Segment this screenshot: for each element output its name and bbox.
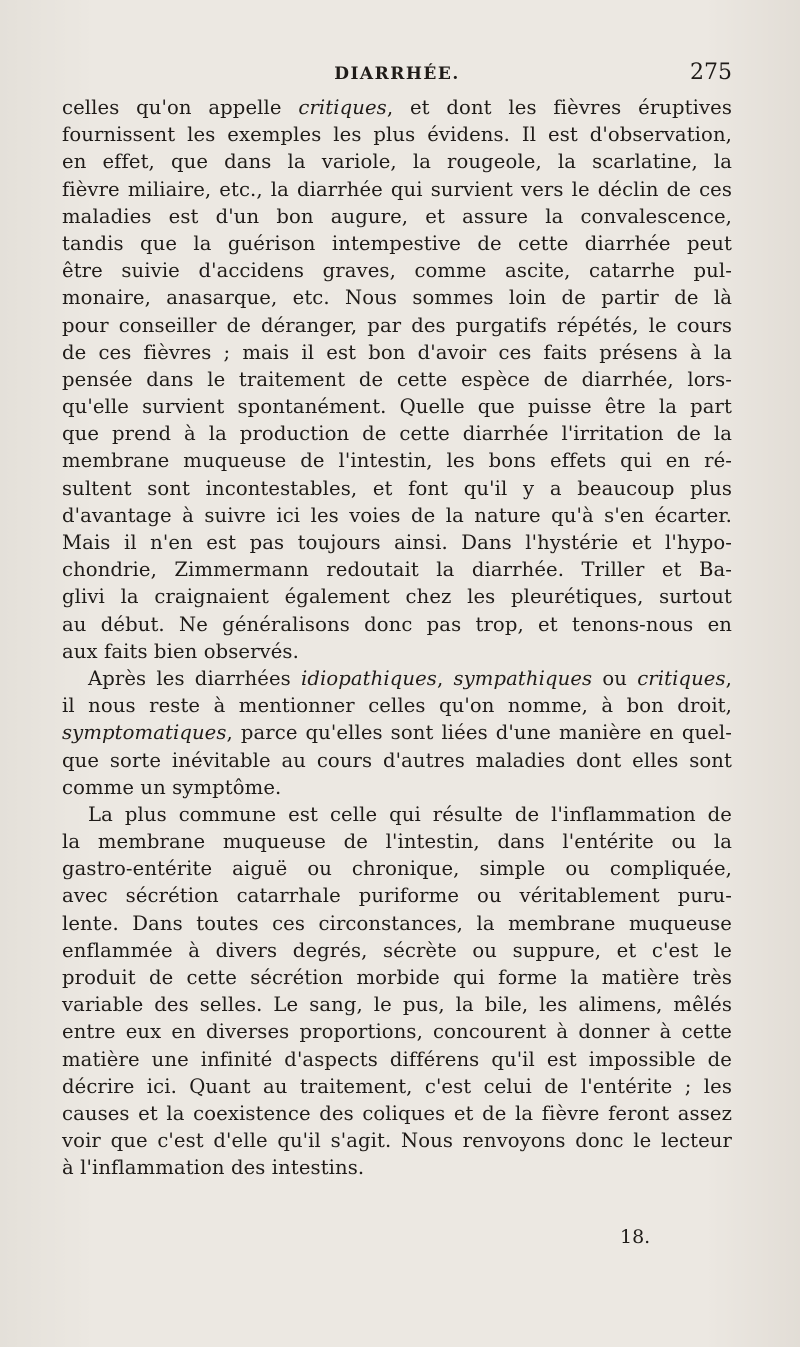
running-head: DIARRHÉE. — [334, 64, 460, 84]
text-line: chondrie, Zimmermann redoutait la diarrhée. Triller et Ba- — [62, 558, 732, 582]
text-line: matière une infinité d'aspects différens qu'il est impossible de — [62, 1047, 732, 1071]
text-line: gastro-entérite aiguë ou chronique, simple ou compliquée, — [62, 857, 732, 881]
text-line: voir que c'est d'elle qu'il s'agit. Nous renvoyons donc le lecteur — [62, 1129, 732, 1153]
text-line: enflammée à divers degrés, sécrète ou suppure, et c'est le — [62, 938, 732, 962]
text-line: causes et la coexistence des coliques et de la fièvre feront assez — [62, 1101, 732, 1125]
text-line: être suivie d'accidens graves, comme ascite, catarrhe pul- — [62, 259, 732, 283]
signature-mark: 18. — [620, 1226, 651, 1248]
text-line: en effet, que dans la variole, la rougeole, la scarlatine, la — [62, 150, 732, 174]
text-line: sultent sont incontestables, et font qu'il y a beaucoup plus — [62, 476, 732, 500]
text-line: fournissent les exemples les plus évidens. Il est d'observation, — [62, 123, 732, 147]
text-line: de ces fièvres ; mais il est bon d'avoir ces faits présens à la — [62, 340, 732, 364]
text-line: comme un symptôme. — [62, 775, 282, 799]
text-line: fièvre miliaire, etc., la diarrhée qui survient vers le déclin de ces — [62, 177, 732, 201]
text-line: membrane muqueuse de l'intestin, les bons effets qui en ré- — [62, 449, 732, 473]
text-line: maladies est d'un bon augure, et assure la convalescence, — [62, 204, 732, 228]
text-line: qu'elle survient spontanément. Quelle que puisse être la part — [62, 395, 732, 419]
text-line: glivi la craignaient également chez les pleurétiques, surtout — [62, 585, 732, 609]
text-line: monaire, anasarque, etc. Nous sommes loin de partir de là — [62, 286, 732, 310]
text-line: symptomatiques, parce qu'elles sont liées d'une manière en quel- — [62, 721, 732, 745]
text-line: que prend à la production de cette diarrhée l'irritation de la — [62, 422, 732, 446]
text-line: que sorte inévitable au cours d'autres maladies dont elles sont — [62, 748, 732, 772]
text-line: la membrane muqueuse de l'intestin, dans l'entérite ou la — [62, 830, 732, 854]
text-line: produit de cette sécrétion morbide qui forme la matière très — [62, 966, 732, 989]
text-line: entre eux en diverses proportions, concourent à donner à cette — [62, 1020, 732, 1044]
page-number: 275 — [690, 60, 732, 85]
text-line: tandis que la guérison intempestive de cette diarrhée peut — [62, 231, 732, 255]
text-line: à l'inflammation des intestins. — [62, 1156, 365, 1180]
text-line: La plus commune est celle qui résulte de l'inflammation de — [88, 802, 732, 826]
text-line: aux faits bien observés. — [62, 639, 299, 663]
text-line: pensée dans le traitement de cette espèce de diarrhée, lors- — [62, 367, 732, 391]
text-line: lente. Dans toutes ces circonstances, la membrane muqueuse — [62, 911, 732, 935]
text-line: Mais il n'en est pas toujours ainsi. Dans l'hystérie et l'hypo- — [62, 531, 732, 554]
text-line: pour conseiller de déranger, par des purgatifs répétés, le cours — [62, 313, 732, 337]
text-line: d'avantage à suivre ici les voies de la nature qu'à s'en écarter. — [62, 503, 732, 527]
text-line: variable des selles. Le sang, le pus, la bile, les alimens, mêlés — [62, 993, 732, 1017]
body-text — [62, 94, 732, 1182]
text-line: il nous reste à mentionner celles qu'on nomme, à bon droit, — [62, 694, 732, 718]
text-line: celles qu'on appelle critiques, et dont les fièvres éruptives — [62, 96, 733, 119]
page-header — [62, 60, 732, 94]
text-line: décrire ici. Quant au traitement, c'est celui de l'entérite ; les — [62, 1074, 732, 1098]
text-line: Après les diarrhées idiopathiques, sympathiques ou critiques, — [88, 666, 732, 690]
text-line: avec sécrétion catarrhale puriforme ou véritablement puru- — [62, 884, 732, 908]
text-line: au début. Ne généralisons donc pas trop, et tenons-nous en — [62, 612, 732, 636]
